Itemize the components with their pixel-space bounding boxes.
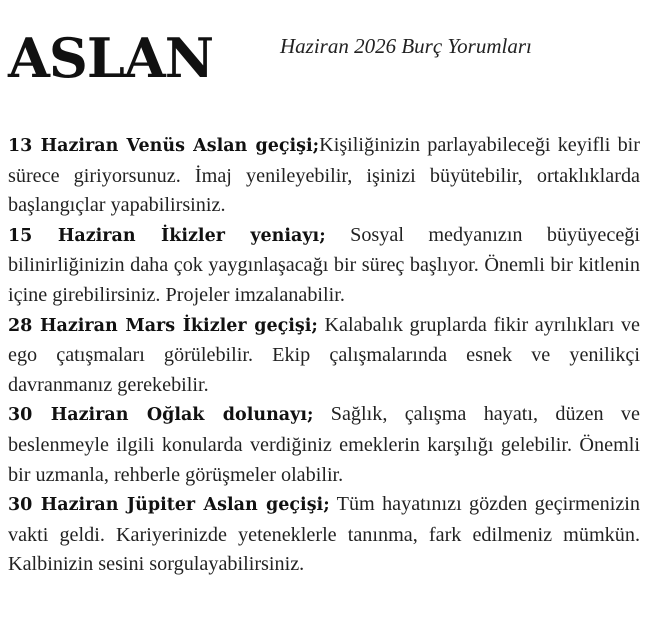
entry-ikizler-yeniay bbox=[8, 221, 640, 311]
entry-heading: 13 Haziran Venüs Aslan geçişi; bbox=[8, 136, 320, 156]
page-title: ASLAN bbox=[8, 26, 214, 90]
entry-oglak-dolunay bbox=[8, 400, 640, 490]
entry-heading: 30 Haziran Oğlak dolunayı; bbox=[8, 405, 314, 426]
entry-jupiter-aslan bbox=[8, 490, 640, 580]
entry-text: Tüm hayatınızı gözden geçirmenizin vakti geldi. Kariyerinizde yeteneklerle tanınma, fark edilmeniz mümkün. Kalbinizin sesini sorgulayabilirsiniz. bbox=[8, 493, 640, 576]
page-subtitle: Haziran 2026 Burç Yorumları bbox=[280, 34, 532, 58]
entry-text: Kişiliğinizin parlayabileceği keyifli bir sürece giriyorsunuz. İmaj yenileyebilir, işinizi büyütebilir, ortaklıklarda başlangıçlar yapabilirsiniz. bbox=[8, 134, 640, 217]
entry-heading: 15 Haziran İkizler yeniayı; bbox=[8, 225, 326, 246]
page-header bbox=[0, 0, 651, 110]
entry-text: Kalabalık gruplarda fikir ayrılıkları ve ego çatışmaları görülebilir. Ekip çalışmalarında esnek ve yenilikçi davranmanız gerekebilir. bbox=[8, 313, 641, 396]
horoscope-entries bbox=[8, 131, 640, 580]
entry-heading: 28 Haziran Mars İkizler geçişi; bbox=[8, 315, 318, 336]
entry-mars-ikizler bbox=[8, 311, 640, 401]
entry-text: Sağlık, çalışma hayatı, düzen ve beslenmeyle ilgili konularda verdiğiniz emeklerin karşılığı gelebilir. Önemli bir uzmanla, rehberle görüşmeler olabilir. bbox=[8, 403, 640, 486]
entry-heading: 30 Haziran Jüpiter Aslan geçişi; bbox=[8, 495, 330, 516]
entry-text: Sosyal medyanızın büyüyeceği bilinirliğinizin daha çok yaygınlaşacağı bir süreç başlıyor. Önemli bir kitlenin içine girebilirsiniz. Projeler imzalanabilir. bbox=[8, 223, 640, 306]
entry-venus-aslan bbox=[8, 131, 640, 221]
